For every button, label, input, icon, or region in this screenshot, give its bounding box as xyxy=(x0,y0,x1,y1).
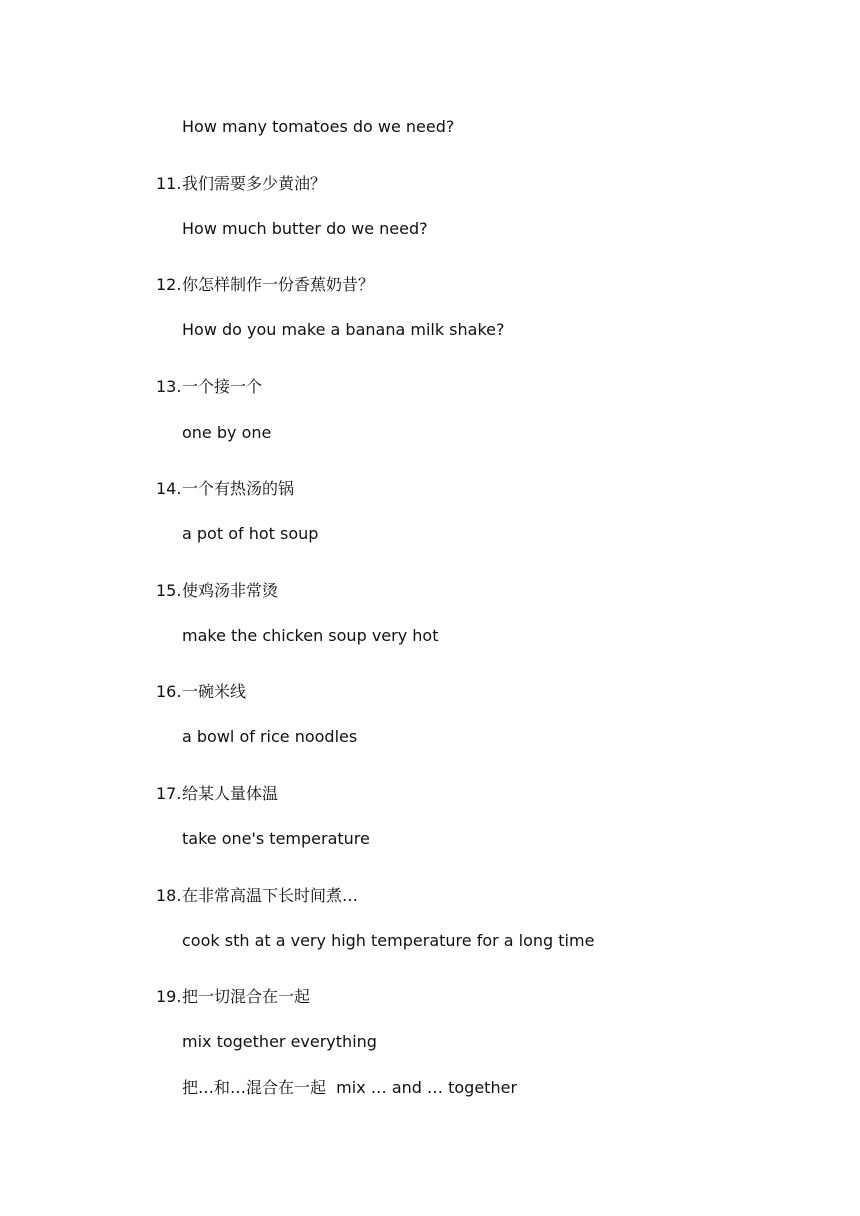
item-number: 14. xyxy=(156,479,182,498)
item-number: 16. xyxy=(156,682,182,701)
item-15 xyxy=(156,581,278,601)
item-number: 12. xyxy=(156,275,182,294)
item-number: 15. xyxy=(156,581,182,600)
chinese-phrase: 我们需要多少黄油？ xyxy=(182,174,327,193)
usage-note: 把…和…混合在一起 mix … and … together xyxy=(182,1078,518,1097)
chinese-phrase: 一个接一个 xyxy=(182,377,263,396)
chinese-phrase: 一个有热汤的锅 xyxy=(182,479,295,498)
answer-line: a bowl of rice noodles xyxy=(182,727,358,746)
answer-line: one by one xyxy=(182,423,272,442)
answer-line: a pot of hot soup xyxy=(182,524,319,543)
item-13 xyxy=(156,377,262,397)
answer-line: make the chicken soup very hot xyxy=(182,626,439,645)
item-14 xyxy=(156,479,294,499)
chinese-phrase: 在非常高温下长时间煮… xyxy=(182,886,359,905)
chinese-phrase: 一碗米线 xyxy=(182,682,247,701)
item-number: 18. xyxy=(156,886,182,905)
item-11 xyxy=(156,174,326,194)
item-number: 13. xyxy=(156,377,182,396)
answer-line: mix together everything xyxy=(182,1032,377,1051)
item-number: 17. xyxy=(156,784,182,803)
answer-line: cook sth at a very high temperature for a long time xyxy=(182,931,595,950)
answer-line: How much butter do we need? xyxy=(182,219,428,238)
chinese-phrase: 你怎样制作一份香蕉奶昔？ xyxy=(182,275,375,294)
item-18 xyxy=(156,886,358,906)
item-12 xyxy=(156,275,374,295)
item-16 xyxy=(156,682,246,702)
answer-line: How do you make a banana milk shake? xyxy=(182,320,505,339)
item-number: 11. xyxy=(156,174,182,193)
answer-line: How many tomatoes do we need? xyxy=(182,117,455,136)
chinese-phrase: 把一切混合在一起 xyxy=(182,987,311,1006)
item-17 xyxy=(156,784,278,804)
item-number: 19. xyxy=(156,987,182,1006)
answer-line: take one's temperature xyxy=(182,829,370,848)
chinese-phrase: 给某人量体温 xyxy=(182,784,279,803)
chinese-phrase: 使鸡汤非常烫 xyxy=(182,581,279,600)
item-19 xyxy=(156,987,310,1007)
